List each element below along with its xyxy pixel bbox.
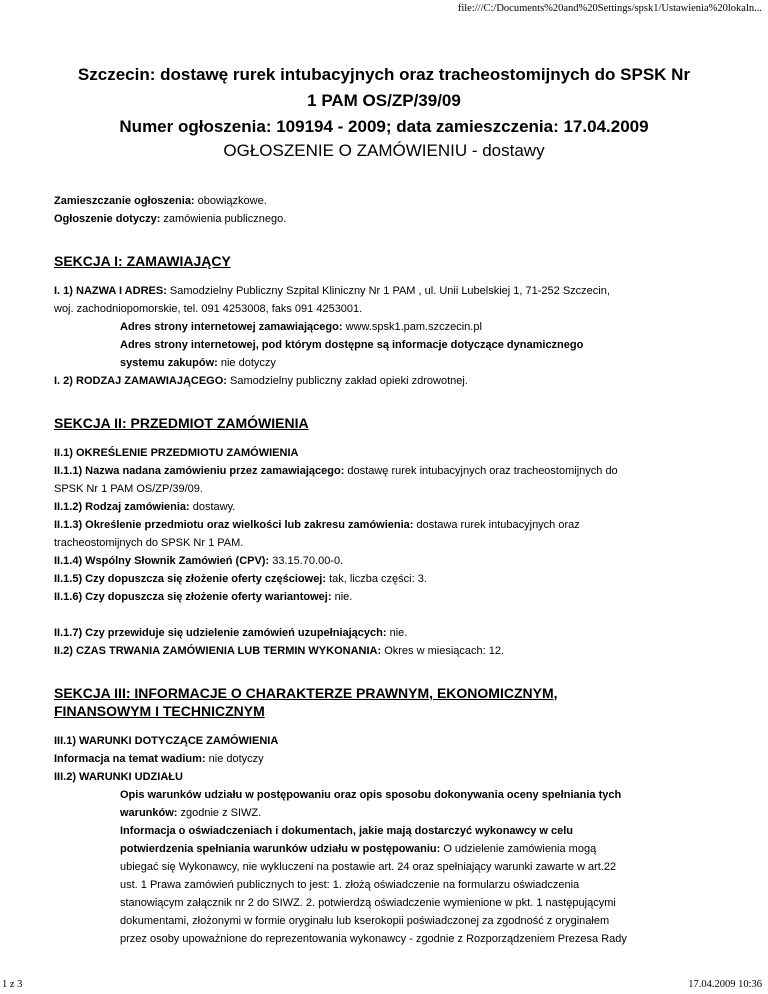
- field-value: tak, liczba części: 3.: [326, 573, 427, 585]
- field-value: zamówienia publicznego.: [160, 213, 287, 225]
- field-label: Informacja na temat wadium:: [54, 753, 206, 765]
- print-date: 17.04.2009 10:36: [688, 979, 762, 990]
- field-value: nie dotyczy: [217, 357, 276, 369]
- field-value: O udzielenie zamówienia mogą: [440, 843, 597, 855]
- field-label: II.1.3) Określenie przedmiotu oraz wielkości lub zakresu zamówienia:: [54, 519, 414, 531]
- field-label: I. 1) NAZWA I ADRES:: [54, 285, 167, 297]
- section-2: [54, 414, 714, 660]
- field-value: SPSK Nr 1 PAM OS/ZP/39/09.: [54, 483, 203, 495]
- field-value: przez osoby upoważnione do reprezentowania wykonawcy - zgodnie z Rozporządzeniem Prezesa Rady: [120, 933, 627, 945]
- field-label: II.1.2) Rodzaj zamówienia:: [54, 501, 190, 513]
- field-label: I. 2) RODZAJ ZAMAWIAJĄCEGO:: [54, 375, 227, 387]
- field-value: dokumentami, złożonymi w formie oryginału lub kserokopii poświadczonej za zgodność z oryginałem: [120, 915, 610, 927]
- field-label: II.1.1) Nazwa nadana zamówieniu przez zamawiającego:: [54, 465, 345, 477]
- announcement-number: Numer ogłoszenia: 109194 - 2009; data zamieszczenia: 17.04.2009: [119, 117, 649, 136]
- field-value: dostawa rurek intubacyjnych oraz: [413, 519, 580, 531]
- subsection-heading: II.1) OKREŚLENIE PRZEDMIOTU ZAMÓWIENIA: [54, 447, 299, 459]
- field-value: ubiegać się Wykonawcy, nie wykluczeni na postawie art. 24 oraz spełniający warunki zawarte w art.22: [120, 861, 617, 873]
- section-heading: SEKCJA II: PRZEDMIOT ZAMÓWIENIA: [54, 415, 309, 431]
- subsection-heading: III.2) WARUNKI UDZIAŁU: [54, 771, 183, 783]
- field-value: woj. zachodniopomorskie, tel. 091 4253008, faks 091 4253001.: [54, 303, 363, 315]
- field-value: Okres w miesiącach: 12.: [381, 645, 505, 657]
- field-value: tracheostomijnych do SPSK Nr 1 PAM.: [54, 537, 244, 549]
- field-label: II.1.4) Wspólny Słownik Zamówień (CPV):: [54, 555, 270, 567]
- field-value: Samodzielny Publiczny Szpital Kliniczny Nr 1 PAM , ul. Unii Lubelskiej 1, 71-252 Szczecin,: [166, 285, 610, 297]
- title-line: 1 PAM OS/ZP/39/09: [307, 91, 461, 110]
- field-value: nie dotyczy: [205, 753, 264, 765]
- section-heading: SEKCJA I: ZAMAWIAJĄCY: [54, 253, 231, 269]
- field-label: warunków:: [120, 807, 178, 819]
- section-heading-line: SEKCJA III: INFORMACJE O CHARAKTERZE PRAWNYM, EKONOMICZNYM,: [54, 685, 558, 701]
- subsection-heading: III.1) WARUNKI DOTYCZĄCE ZAMÓWIENIA: [54, 735, 279, 747]
- document-title: [54, 62, 714, 162]
- field-label: II.1.7) Czy przewiduje się udzielenie zamówień uzupełniających:: [54, 627, 387, 639]
- field-value: dostawy.: [189, 501, 236, 513]
- field-value: Samodzielny publiczny zakład opieki zdrowotnej.: [226, 375, 468, 387]
- field-label: potwierdzenia spełniania warunków udziału w postępowaniu:: [120, 843, 441, 855]
- field-label: Ogłoszenie dotyczy:: [54, 213, 161, 225]
- section-heading-line: FINANSOWYM I TECHNICZNYM: [54, 703, 265, 719]
- field-value: nie.: [331, 591, 353, 603]
- field-label: Zamieszczanie ogłoszenia:: [54, 195, 195, 207]
- field-label: Opis warunków udziału w postępowaniu oraz opis sposobu dokonywania oceny spełniania tych: [120, 789, 622, 801]
- field-label: systemu zakupów:: [120, 357, 218, 369]
- field-value: obowiązkowe.: [194, 195, 267, 207]
- announcement-meta: [54, 192, 714, 228]
- page-number: 1 z 3: [2, 979, 23, 990]
- section-heading: [54, 684, 714, 720]
- field-value: ust. 1 Prawa zamówień publicznych to jest: 1. złożą oświadczenie na formularzu oświadczenia: [120, 879, 580, 891]
- website-link[interactable]: www.spsk1.pam.szczecin.pl: [342, 321, 482, 333]
- field-value: 33.15.70.00-0.: [269, 555, 344, 567]
- title-line: Szczecin: dostawę rurek intubacyjnych oraz tracheostomijnych do SPSK Nr: [77, 65, 691, 84]
- field-value: stanowiącym załącznik nr 2 do SIWZ. 2. potwierdzą oświadczenie wymienione w pkt. 1 następującymi: [120, 897, 616, 909]
- field-value: dostawę rurek intubacyjnych oraz tracheostomijnych do: [344, 465, 618, 477]
- field-label: II.1.5) Czy dopuszcza się złożenie oferty częściowej:: [54, 573, 327, 585]
- section-1: [54, 252, 714, 390]
- field-label: II.2) CZAS TRWANIA ZAMÓWIENIA LUB TERMIN WYKONANIA:: [54, 645, 382, 657]
- print-footer: [0, 976, 768, 994]
- field-value: nie.: [386, 627, 408, 639]
- field-label: Adres strony internetowej, pod którym dostępne są informacje dotyczące dynamicznego: [120, 339, 584, 351]
- field-label: Informacja o oświadczeniach i dokumentach, jakie mają dostarczyć wykonawcy w celu: [120, 825, 573, 837]
- document-body: [54, 62, 714, 948]
- section-3: [54, 684, 714, 948]
- field-value: zgodnie z SIWZ.: [177, 807, 262, 819]
- field-label: II.1.6) Czy dopuszcza się złożenie oferty wariantowej:: [54, 591, 332, 603]
- print-header-url: file:///C:/Documents%20and%20Settings/spsk1/Ustawienia%20lokaln...: [457, 3, 762, 14]
- announcement-type: OGŁOSZENIE O ZAMÓWIENIU - dostawy: [223, 141, 545, 160]
- field-label: Adres strony internetowej zamawiającego:: [120, 321, 343, 333]
